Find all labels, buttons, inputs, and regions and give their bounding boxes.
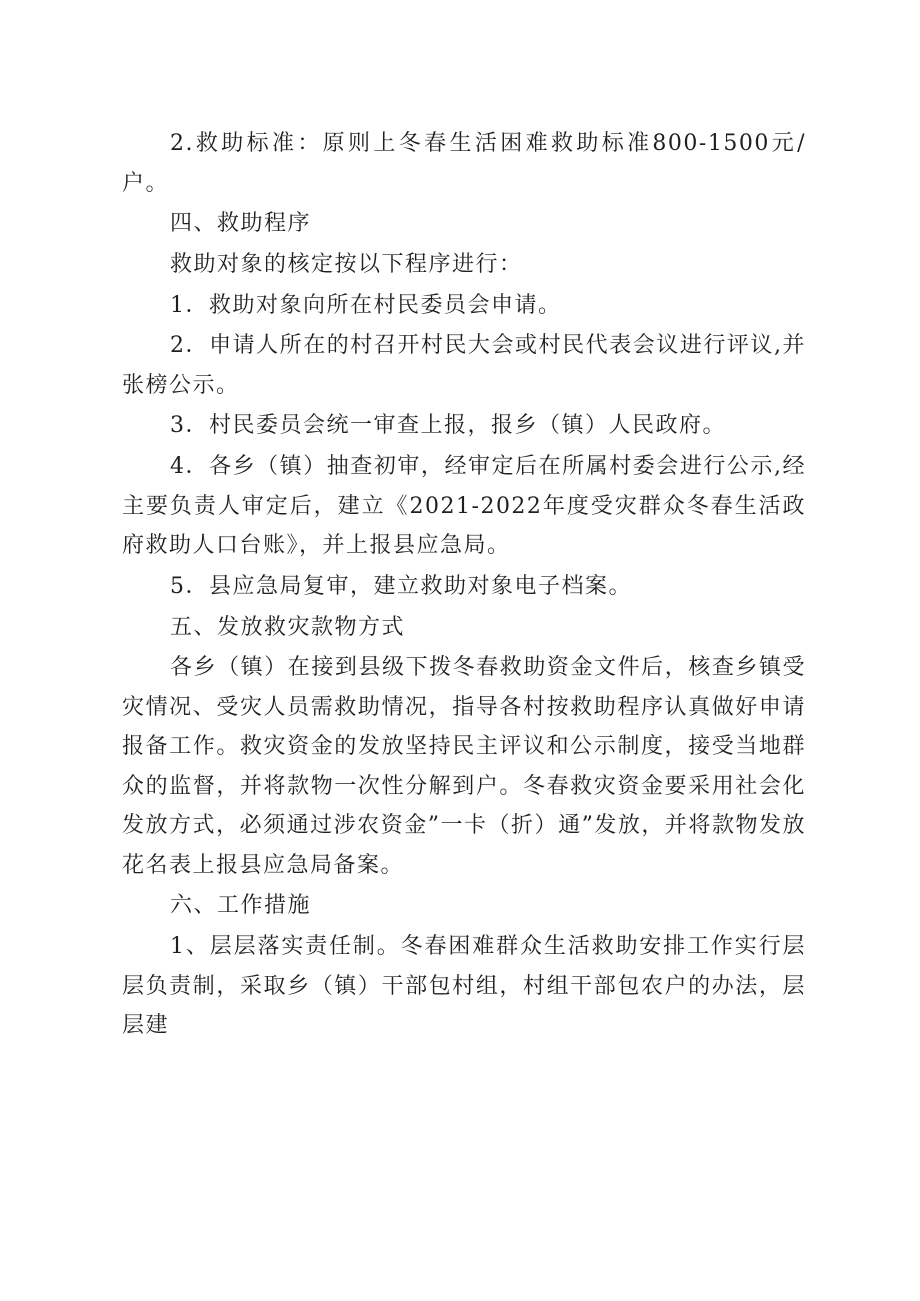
paragraph-relief-standard: 2.救助标准：原则上冬春生活困难救助标准800-1500元/户。 [122,131,806,196]
paragraph-step-2: 2．申请人所在的村召开村民大会或村民代表会议进行评议,并张榜公示。 [122,333,806,398]
paragraph-procedure-intro: 救助对象的核定按以下程序进行： [170,251,523,277]
paragraph-distribution-details: 各乡（镇）在接到县级下拨冬春救助资金文件后，核查乡镇受灾情况、受灾人员需救助情况，指导各村按救助程序认真做好申请报备工作。救灾资金的发放坚持民主评议和公示制度，接受当地群众的监督，并将款物一次性分解到户。冬春救灾资金要采用社会化发放方式，必须通过涉农资金”一卡（折）通”发放，并将款物发放花名表上报县应急局备案。 [122,655,806,878]
paragraph-measure-1: 1、层层落实责任制。冬春困难群众生活救助安排工作实行层层负责制，采取乡（镇）干部包村组，村组干部包农户的办法，层层建 [122,934,806,1039]
paragraph-step-1: 1．救助对象向所在村民委员会申请。 [170,292,562,318]
document-body [122,124,806,1047]
heading-relief-procedure: 四、救助程序 [170,211,312,237]
paragraph-step-3: 3．村民委员会统一审查上报，报乡（镇）人民政府。 [170,413,726,439]
paragraph-step-5: 5．县应急局复审，建立救助对象电子档案。 [170,573,632,599]
heading-work-measures: 六、工作措施 [170,893,312,919]
paragraph-step-4: 4．各乡（镇）抽查初审，经审定后在所属村委会进行公示,经主要负责人审定后，建立《2021-2022年度受灾群众冬春生活政府救助人口台账》，并上报县应急局。 [122,454,806,559]
heading-distribution-method: 五、发放救灾款物方式 [170,614,406,640]
